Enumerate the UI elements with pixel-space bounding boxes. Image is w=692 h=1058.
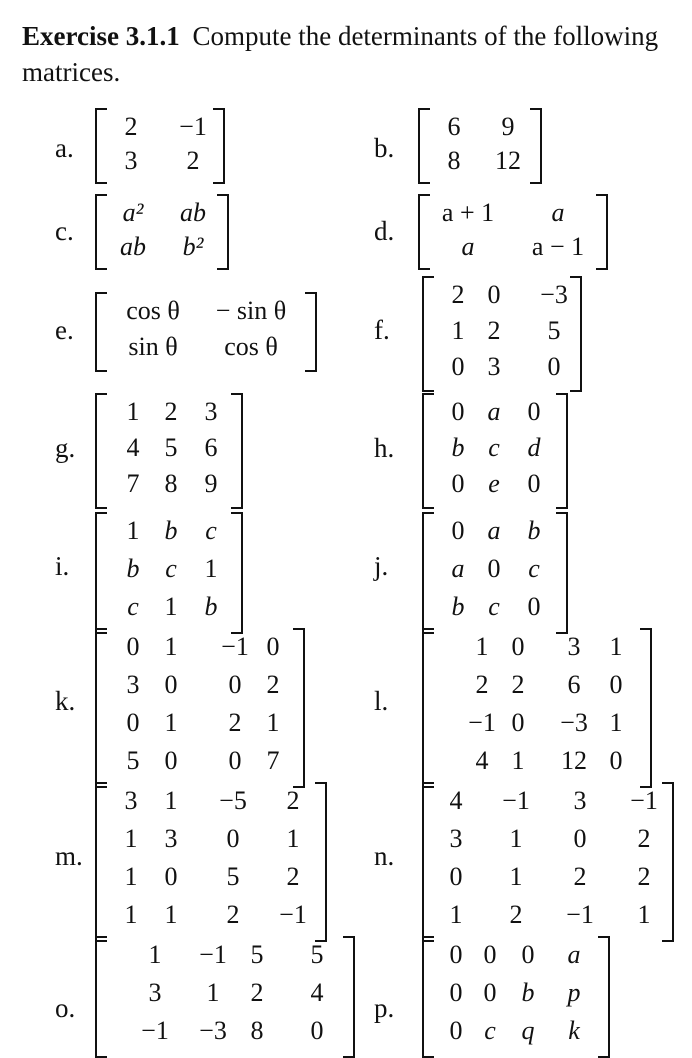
matrix-cell: − sin θ: [215, 296, 287, 325]
matrix-cell: 5: [310, 940, 324, 969]
matrix-cell: 1: [609, 632, 623, 661]
matrix-cell: 0: [527, 397, 541, 426]
matrix-cell: b: [451, 433, 465, 462]
right-bracket: [556, 393, 568, 509]
matrix-cell: 6: [567, 670, 581, 699]
matrix-cell: 4: [310, 978, 324, 1007]
problem-label: b.: [374, 133, 395, 163]
matrix-cell: 0: [521, 940, 535, 969]
matrix-cell: b: [521, 978, 535, 1007]
problem-label: i.: [55, 551, 70, 581]
matrix-cell: b: [126, 554, 140, 583]
matrix-cell: 0: [164, 746, 178, 775]
left-bracket: [422, 628, 434, 788]
matrix-cell: 5: [164, 433, 178, 462]
matrix-cell: 1: [637, 900, 651, 929]
matrix: [422, 276, 582, 392]
matrix-cell: 0: [511, 708, 525, 737]
problem-label: e.: [55, 315, 74, 345]
matrix-cell: 2: [475, 670, 489, 699]
matrix-cell: 1: [164, 708, 178, 737]
matrix-cell: 1: [509, 862, 523, 891]
matrix-cell: 12: [495, 146, 521, 175]
matrix-cell: 7: [266, 746, 280, 775]
matrix: [95, 194, 229, 270]
right-bracket: [217, 194, 229, 270]
matrix-cell: b: [164, 516, 178, 545]
right-bracket: [213, 108, 225, 184]
exercise-title: Exercise 3.1.1: [22, 21, 180, 51]
matrix-cell: a + 1: [441, 198, 495, 227]
matrix: [422, 628, 652, 788]
matrix-cell: 3: [567, 632, 581, 661]
matrix-cell: 0: [483, 940, 497, 969]
matrix-cell: c: [484, 1016, 496, 1045]
left-bracket: [422, 936, 434, 1058]
matrix-cell: 2: [511, 670, 525, 699]
matrix-cell: 0: [609, 670, 623, 699]
right-bracket: [315, 782, 327, 942]
matrix-cell: 1: [286, 824, 300, 853]
matrix-cell: 0: [527, 592, 541, 621]
matrix-cell: c: [205, 516, 217, 545]
matrix-cell: 5: [547, 316, 561, 345]
matrix-cell: b: [451, 592, 465, 621]
matrix-cell: 0: [547, 352, 561, 381]
matrix-cell: −5: [219, 786, 247, 815]
matrix-cell: q: [521, 1016, 535, 1045]
matrix-cell: a: [487, 516, 501, 545]
matrix: [95, 782, 327, 942]
left-bracket: [95, 393, 107, 509]
problem-label: d.: [374, 216, 395, 246]
matrix-cell: 6: [204, 433, 218, 462]
matrix-cell: 0: [451, 469, 465, 498]
left-bracket: [95, 782, 107, 942]
matrix-cell: 1: [451, 316, 465, 345]
matrix-cell: 0: [449, 978, 463, 1007]
matrix: [95, 393, 243, 509]
problem-label: k.: [55, 686, 76, 716]
right-bracket: [596, 194, 608, 270]
left-bracket: [422, 393, 434, 509]
matrix-cell: 2: [487, 316, 501, 345]
problem-label: m.: [55, 841, 83, 871]
matrix-cell: 3: [487, 352, 501, 381]
problem-label: c.: [55, 216, 74, 246]
matrix: [95, 512, 243, 634]
left-bracket: [95, 194, 107, 270]
matrix-cell: 3: [449, 824, 463, 853]
right-bracket: [662, 782, 674, 942]
matrix-cell: 2: [451, 280, 465, 309]
matrix-cell: a: [551, 198, 565, 227]
matrix-cell: 0: [126, 632, 140, 661]
left-bracket: [95, 512, 107, 634]
matrix-cell: 0: [609, 746, 623, 775]
matrix-cell: 2: [286, 862, 300, 891]
matrix-cell: 1: [509, 824, 523, 853]
matrix-cell: a: [567, 940, 581, 969]
problem-label: j.: [374, 551, 389, 581]
matrix-cell: 0: [164, 670, 178, 699]
matrix-cell: 0: [573, 824, 587, 853]
matrix-cell: 2: [226, 900, 240, 929]
matrix: [422, 936, 610, 1058]
matrix: [95, 108, 225, 184]
matrix-cell: 0: [228, 670, 242, 699]
exercise-header: [22, 18, 672, 90]
right-bracket: [305, 292, 317, 372]
matrix: [95, 936, 355, 1058]
matrix-cell: 3: [204, 397, 218, 426]
matrix-cell: a: [487, 397, 501, 426]
matrix-cell: 8: [250, 1016, 264, 1045]
right-bracket: [598, 936, 610, 1058]
matrix-cell: 1: [449, 900, 463, 929]
matrix: [422, 393, 568, 509]
matrix-cell: 3: [124, 786, 138, 815]
matrix-cell: 1: [164, 632, 178, 661]
matrix-cell: 1: [206, 978, 220, 1007]
matrix: [422, 512, 568, 634]
right-bracket: [231, 512, 243, 634]
matrix-cell: sin θ: [128, 332, 178, 361]
matrix-cell: 0: [226, 824, 240, 853]
matrix-cell: c: [528, 554, 540, 583]
right-bracket: [640, 628, 652, 788]
matrix-cell: 1: [148, 940, 162, 969]
matrix-cell: 1: [164, 900, 178, 929]
matrix-cell: 5: [250, 940, 264, 969]
matrix-cell: −1: [179, 112, 207, 141]
left-bracket: [418, 194, 430, 270]
matrix: [95, 292, 317, 372]
matrix-cell: 2: [573, 862, 587, 891]
matrix-cell: 0: [266, 632, 280, 661]
matrix-cell: c: [488, 592, 500, 621]
matrix-cell: 2: [164, 397, 178, 426]
matrix-cell: 0: [126, 708, 140, 737]
matrix-cell: −1: [468, 708, 496, 737]
matrix-cell: 1: [475, 632, 489, 661]
matrix-cell: −3: [199, 1016, 227, 1045]
problem-label: o.: [55, 993, 76, 1023]
matrix-cell: 8: [164, 469, 178, 498]
matrix-cell: 1: [124, 862, 138, 891]
matrix-cell: 2: [637, 862, 651, 891]
left-bracket: [422, 512, 434, 634]
matrix-cell: 1: [609, 708, 623, 737]
matrix-cell: a − 1: [531, 232, 585, 261]
matrix-cell: 4: [475, 746, 489, 775]
matrix-cell: 2: [186, 146, 200, 175]
matrix-cell: 2: [250, 978, 264, 1007]
matrix-cell: 7: [126, 469, 140, 498]
matrix-cell: 0: [451, 397, 465, 426]
left-bracket: [95, 936, 107, 1058]
matrix-cell: p: [567, 978, 581, 1007]
problem-label: f.: [374, 315, 390, 345]
matrix-cell: 2: [228, 708, 242, 737]
right-bracket: [570, 276, 582, 392]
matrix-cell: 1: [164, 786, 178, 815]
matrix-cell: b: [204, 592, 218, 621]
matrix-cell: 1: [124, 824, 138, 853]
matrix-cell: 0: [449, 862, 463, 891]
left-bracket: [95, 628, 107, 788]
matrix-cell: cos θ: [224, 332, 278, 361]
matrix-cell: 3: [148, 978, 162, 1007]
matrix-cell: 6: [447, 112, 461, 141]
problem-label: n.: [374, 841, 395, 871]
matrix-cell: 0: [310, 1016, 324, 1045]
matrix-cell: 9: [501, 112, 515, 141]
matrix-cell: 3: [124, 146, 138, 175]
left-bracket: [95, 108, 107, 184]
matrix-cell: 1: [126, 397, 140, 426]
matrix-cell: 2: [509, 900, 523, 929]
matrix-cell: 1: [126, 516, 140, 545]
matrix-cell: −3: [540, 280, 568, 309]
left-bracket: [422, 782, 434, 942]
matrix-cell: −1: [566, 900, 594, 929]
matrix-cell: a: [461, 232, 475, 261]
matrix-cell: cos θ: [126, 296, 180, 325]
matrix-cell: 12: [561, 746, 587, 775]
problem-label: l.: [374, 686, 389, 716]
matrix-cell: 3: [573, 786, 587, 815]
matrix-cell: 3: [126, 670, 140, 699]
matrix-cell: a²: [122, 198, 144, 227]
matrix-cell: 4: [126, 433, 140, 462]
problem-label: g.: [55, 433, 76, 463]
matrix-cell: 1: [511, 746, 525, 775]
matrix-cell: 0: [487, 280, 501, 309]
right-bracket: [343, 936, 355, 1058]
matrix-cell: 4: [449, 786, 463, 815]
matrix-cell: 2: [286, 786, 300, 815]
problem-label: h.: [374, 433, 395, 463]
matrix-cell: 8: [447, 146, 461, 175]
matrix-cell: 5: [126, 746, 140, 775]
right-bracket: [530, 108, 542, 184]
matrix-cell: b: [527, 516, 541, 545]
matrix-cell: −1: [502, 786, 530, 815]
left-bracket: [422, 276, 434, 392]
matrix-cell: 9: [204, 469, 218, 498]
matrix: [418, 194, 608, 270]
matrix-cell: c: [488, 433, 500, 462]
matrix-cell: c: [165, 554, 177, 583]
matrix-cell: e: [488, 469, 500, 498]
right-bracket: [231, 393, 243, 509]
matrix-cell: 0: [451, 516, 465, 545]
matrix-cell: 1: [124, 900, 138, 929]
matrix-cell: ab: [180, 198, 206, 227]
matrix-cell: −1: [199, 940, 227, 969]
matrix: [418, 108, 542, 184]
matrix-cell: −1: [141, 1016, 169, 1045]
matrix-cell: c: [127, 592, 139, 621]
matrix-cell: 1: [266, 708, 280, 737]
matrix: [422, 782, 674, 942]
matrix-cell: 0: [511, 632, 525, 661]
matrix-cell: 0: [228, 746, 242, 775]
matrix-cell: 2: [124, 112, 138, 141]
matrix-cell: 0: [451, 352, 465, 381]
matrix-cell: 0: [527, 469, 541, 498]
matrix-cell: 0: [164, 862, 178, 891]
matrix-cell: −1: [221, 632, 249, 661]
matrix-cell: k: [568, 1016, 580, 1045]
matrix: [95, 628, 305, 788]
matrix-cell: −1: [630, 786, 658, 815]
right-bracket: [556, 512, 568, 634]
matrix-cell: 0: [483, 978, 497, 1007]
matrix-cell: −1: [279, 900, 307, 929]
problem-label: p.: [374, 993, 395, 1023]
matrix-cell: 2: [266, 670, 280, 699]
matrix-cell: ab: [120, 232, 146, 261]
matrix-cell: 0: [449, 940, 463, 969]
matrix-cell: 0: [487, 554, 501, 583]
matrix-cell: −3: [560, 708, 588, 737]
left-bracket: [418, 108, 430, 184]
exercise-prompt: Compute the determinants of the following matrices.: [22, 21, 659, 87]
matrix-cell: 1: [204, 554, 218, 583]
matrix-cell: 3: [164, 824, 178, 853]
matrix-cell: b²: [182, 232, 204, 261]
matrix-cell: a: [451, 554, 465, 583]
left-bracket: [95, 292, 107, 372]
matrix-cell: 2: [637, 824, 651, 853]
matrix-cell: 5: [226, 862, 240, 891]
matrix-cell: 0: [449, 1016, 463, 1045]
problem-label: a.: [55, 133, 74, 163]
right-bracket: [293, 628, 305, 788]
matrix-cell: 1: [164, 592, 178, 621]
matrix-cell: d: [527, 433, 541, 462]
